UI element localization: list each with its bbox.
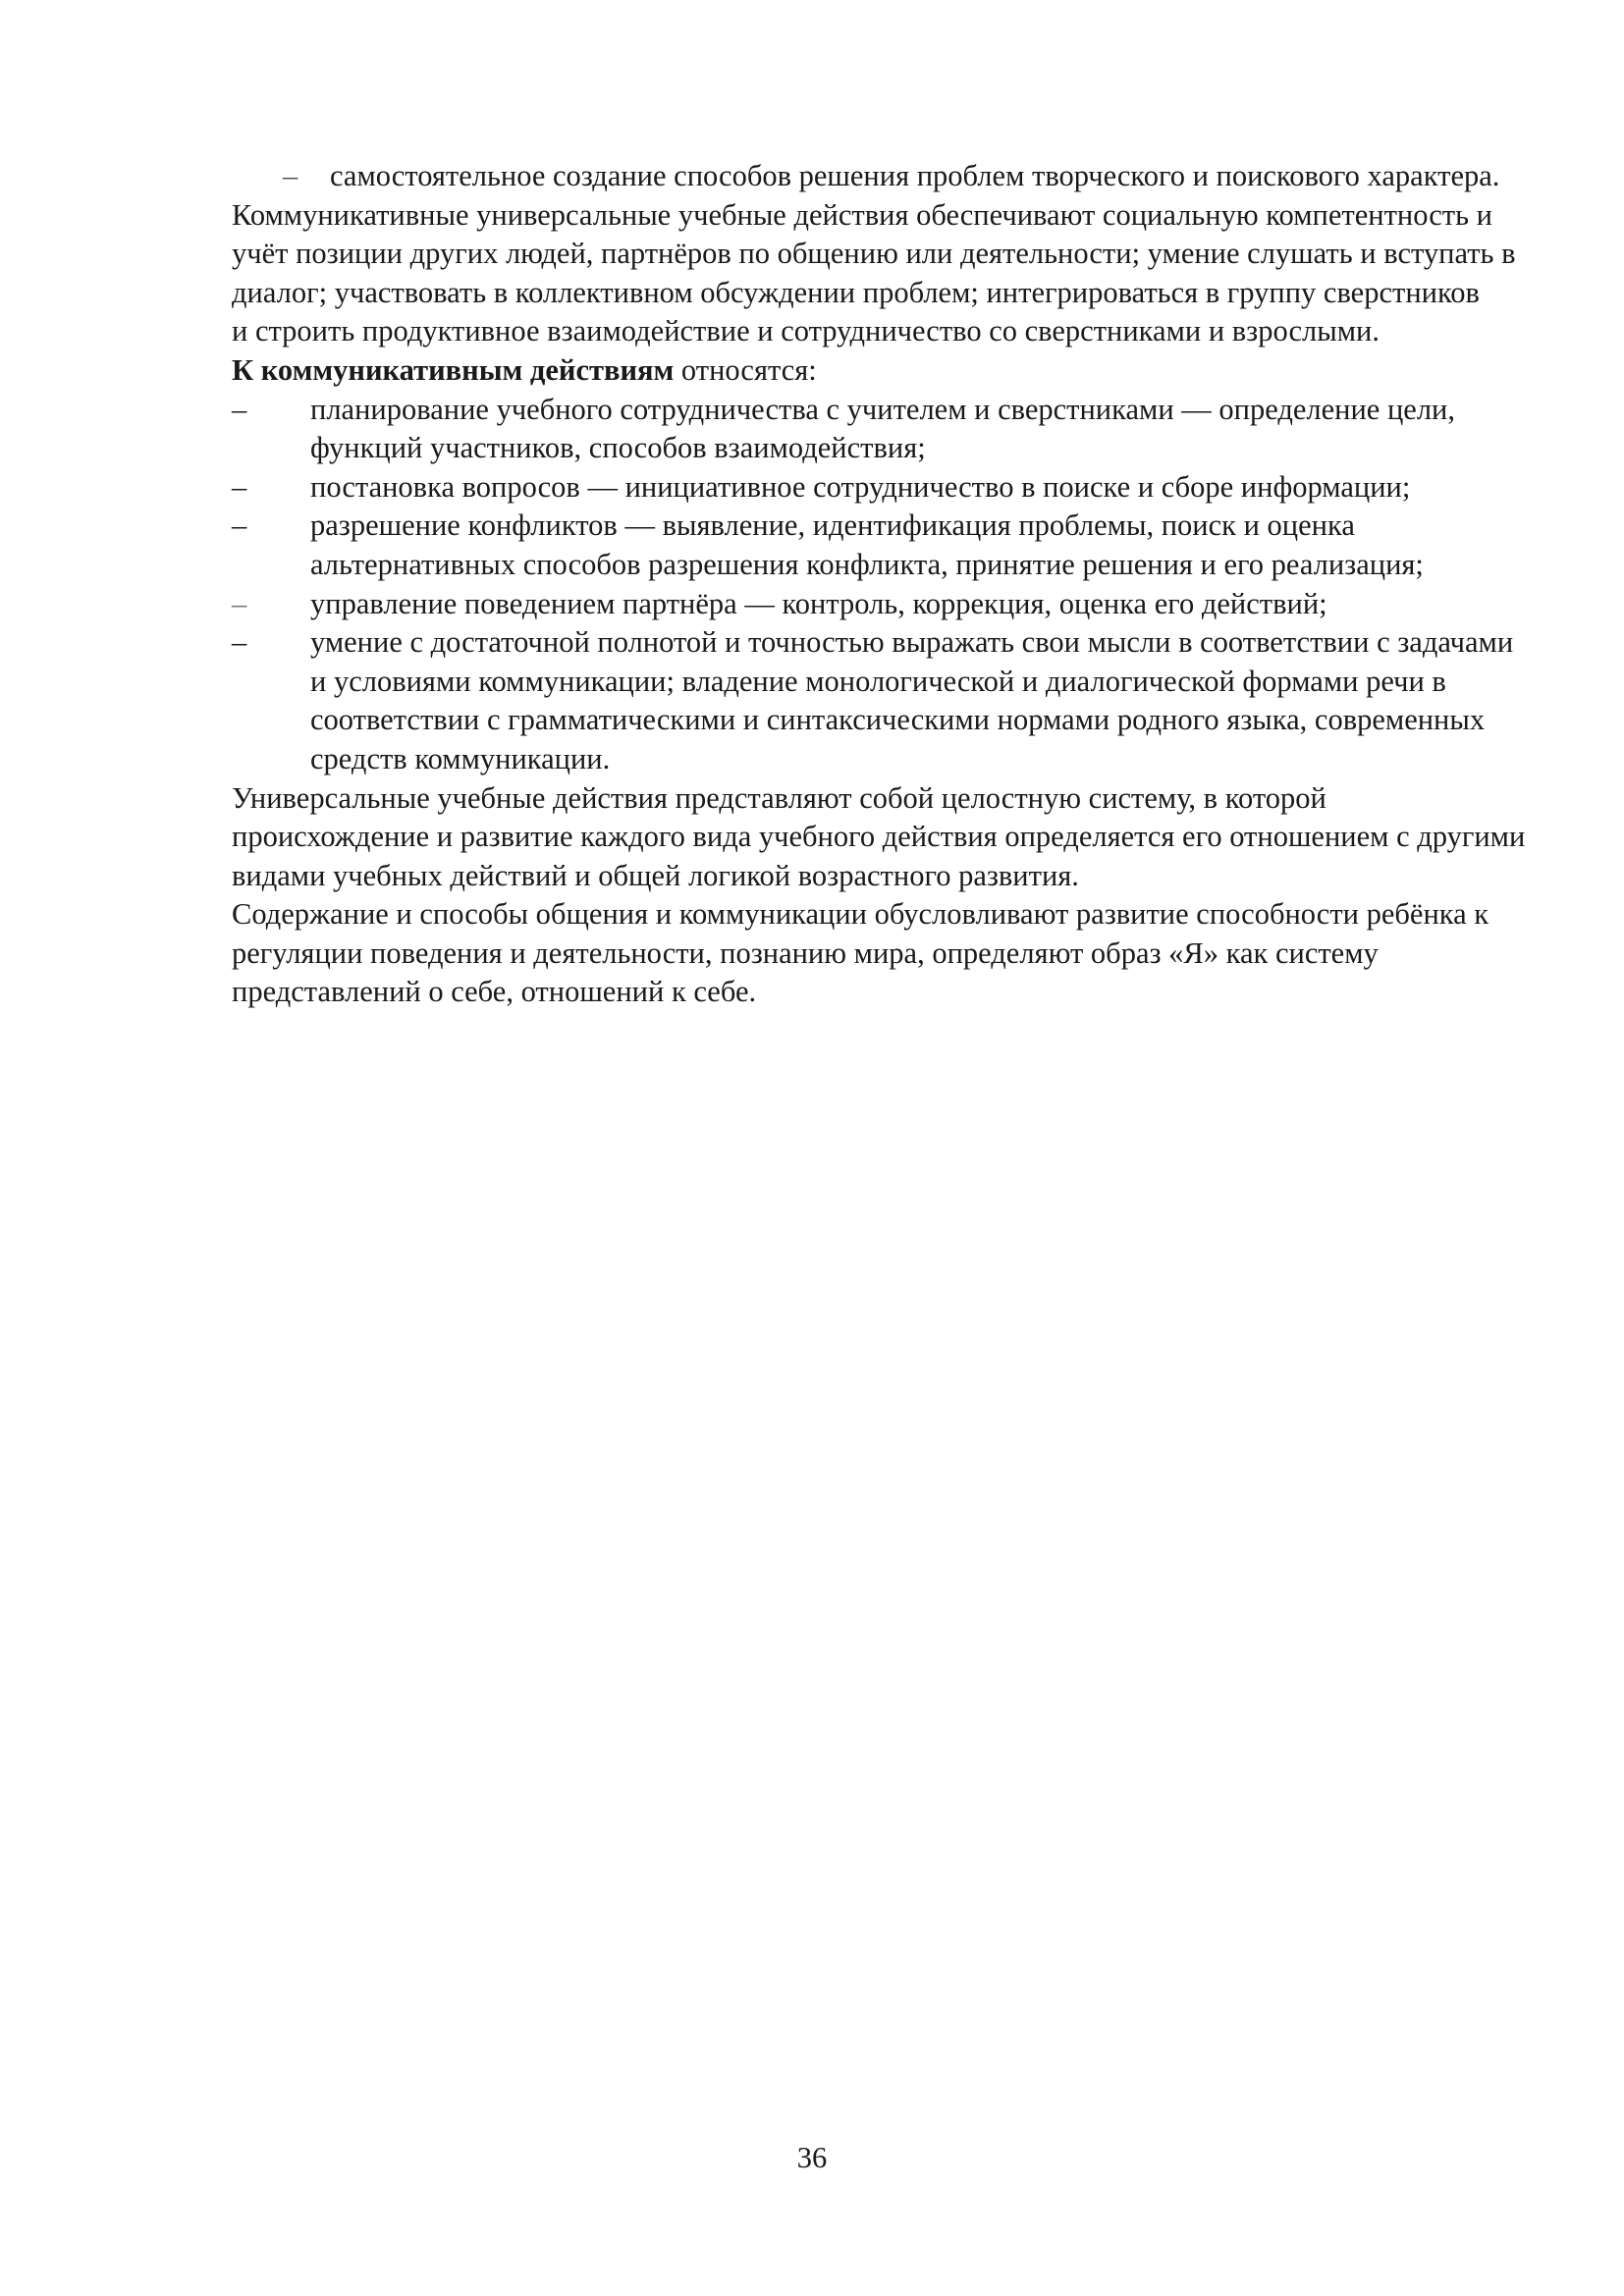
communicative-actions-list bbox=[232, 391, 1528, 779]
list-item-text: постановка вопросов — инициативное сотрудничество в поиске и сборе информации; bbox=[310, 469, 1411, 504]
list-item bbox=[232, 391, 1528, 468]
intro-continuation-text: и строить продуктивное взаимодействие и сотрудничество со сверстниками и взрослыми. bbox=[232, 314, 1380, 348]
list-item-text: разрешение конфликтов — выявление, идентификация проблемы, поиск и оценка альтернативных способов разрешения конфликта, принятие решения и его реализация; bbox=[310, 508, 1424, 581]
intro-paragraph bbox=[232, 196, 1528, 351]
list-dash: – bbox=[232, 392, 247, 426]
list-item-text: планирование учебного сотрудничества с учителем и сверстниками — определение цели, функций участников, способов взаимодействия; bbox=[310, 392, 1455, 465]
list-item bbox=[232, 623, 1528, 778]
page-number: 36 bbox=[796, 2141, 828, 2174]
list-dash: – bbox=[232, 469, 247, 504]
list-dash: – bbox=[232, 508, 247, 543]
list-item-text: умение с достаточной полнотой и точностью выражать свои мысли в соответствии с задачами и условиями коммуникации; владение монологической и диалогической формами речи в соответствии с грамматическими и синтаксическими нормами родного языка, современных средств коммуникации. bbox=[310, 625, 1514, 775]
heading-rest-text: относятся: bbox=[674, 352, 817, 387]
communicative-actions-heading bbox=[232, 351, 1528, 391]
list-dash: – bbox=[283, 159, 298, 192]
heading-bold-text: К коммуникативным действиям bbox=[232, 352, 675, 387]
page-content bbox=[232, 157, 1528, 1012]
system-paragraph: Универсальные учебные действия представляют собой целостную систему, в которой происхождение и развитие каждого вида учебного действия определяется его отношением с другими видами учебных действий и общей логикой возрастного развития. bbox=[232, 780, 1526, 892]
list-item bbox=[232, 585, 1528, 624]
list-item-text: управление поведением партнёра — контроль, коррекция, оценка его действий; bbox=[310, 586, 1327, 620]
list-dash: – bbox=[232, 586, 247, 620]
list-item bbox=[232, 468, 1528, 507]
communication-paragraph: Содержание и способы общения и коммуникации обусловливают развитие способности ребёнка к регуляции поведения и деятельности, познанию мира, определяют образ «Я» как систему представлений о себе, отношений к себе. bbox=[232, 897, 1489, 1009]
intro-paragraph-text: Коммуникативные универсальные учебные действия обеспечивают социальную компетентность и учёт позиции других людей, партнёров по общению или деятельности; умение слушать и вступать в диалог; участвовать в коллективном обсуждении проблем; интегрироваться в группу сверстников bbox=[232, 197, 1516, 309]
list-item bbox=[232, 507, 1528, 584]
list-dash: – bbox=[232, 625, 247, 660]
continued-list-item bbox=[232, 157, 1528, 196]
continued-list-item-text: самостоятельное создание способов решения проблем творческого и поискового характера. bbox=[330, 159, 1500, 192]
